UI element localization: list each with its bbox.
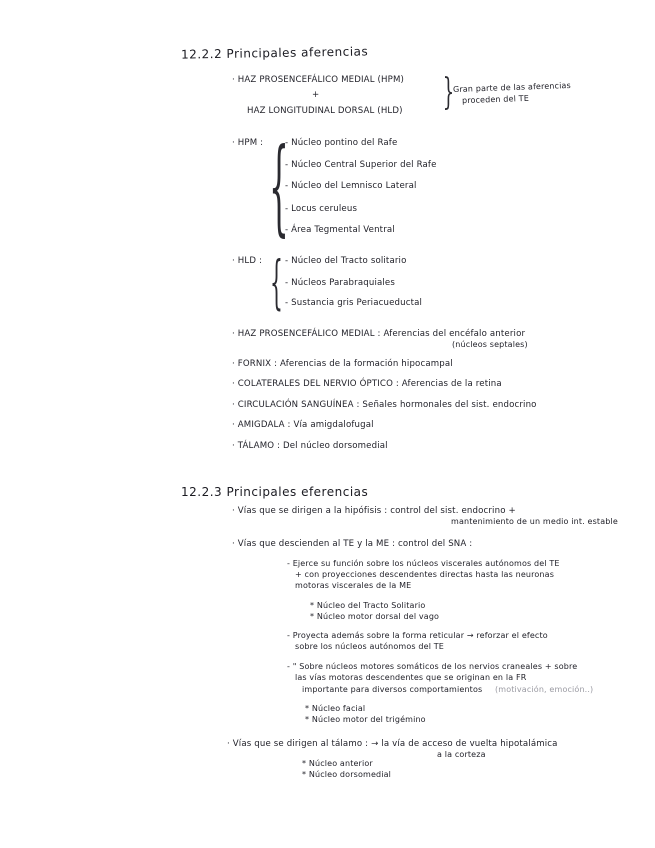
fornix-line: · FORNIX : Aferencias de la formación hipocampal <box>232 359 453 369</box>
section-title-eferencias: 12.2.3 Principales eferencias <box>181 485 369 499</box>
ejerce-line-2: + con proyecciones descendentes directas hasta las neuronas <box>295 570 555 579</box>
note-line-1: Gran parte de las aferencias <box>452 80 572 95</box>
hpm-item: - Núcleo pontino del Rafe <box>285 138 398 148</box>
talamo-aferencia-line: · TÁLAMO : Del núcleo dorsomedial <box>232 441 388 451</box>
left-brace-icon: { <box>269 125 289 247</box>
hld-full-line: HAZ LONGITUDINAL DORSAL (HLD) <box>247 106 403 116</box>
left-brace-icon: { <box>270 248 283 316</box>
hld-item: - Núcleo del Tracto solitario <box>285 256 407 266</box>
hld-item: - Sustancia gris Periacueductal <box>285 298 423 308</box>
section-title-aferencias: 12.2.2 Principales aferencias <box>180 44 369 62</box>
ejerce-line-1: - Ejerce su función sobre los núcleos viscerales autónomos del TE <box>287 559 560 568</box>
sobre-line-3: importante para diversos comportamientos <box>302 685 483 694</box>
hpm-item: - Locus ceruleus <box>285 204 358 214</box>
amigdala-line: · AMIGDALA : Vía amigdalofugal <box>232 420 374 430</box>
sub-item: * Núcleo facial <box>305 704 366 713</box>
hipofisis-line: · Vías que se dirigen a la hipófisis : control del sist. endocrino + <box>232 506 516 516</box>
sub-item: * Núcleo del Tracto Solitario <box>310 601 426 610</box>
hld-item: - Núcleos Parabraquiales <box>285 278 395 288</box>
sobre-line-2: las vías motoras descendentes que se originan en la FR <box>295 673 527 682</box>
hpm-item: - Núcleo Central Superior del Rafe <box>285 160 437 170</box>
right-brace-icon: } <box>442 72 455 113</box>
sub-item: * Núcleo motor del trigémino <box>305 715 426 724</box>
sobre-line-1: - " Sobre núcleos motores somáticos de los nervios craneales + sobre <box>287 662 578 671</box>
plus-sign: + <box>312 90 320 100</box>
hld-label: · HLD : <box>232 256 263 266</box>
talamo-eferencia-line: · Vías que se dirigen al tálamo : → la vía de acceso de vuelta hipotalámica <box>227 739 558 749</box>
hpm-label: · HPM : <box>232 138 264 148</box>
colaterales-line: · COLATERALES DEL NERVIO ÓPTICO : Aferencias de la retina <box>232 379 502 389</box>
proyecta-line-1: - Proyecta además sobre la forma reticular → reforzar el efecto <box>287 631 548 640</box>
circulacion-line: · CIRCULACIÓN SANGUÍNEA : Señales hormonales del sist. endocrino <box>232 400 537 410</box>
me-line: · Vías que descienden al TE y la ME : control del SNA : <box>232 539 473 549</box>
proyecta-line-2: sobre los núcleos autónomos del TE <box>295 642 445 651</box>
note-line-2: proceden del TE <box>461 93 530 106</box>
sub-item: * Núcleo anterior <box>302 759 373 768</box>
hipofisis-line-2: mantenimiento de un medio int. estable <box>451 517 618 526</box>
haz-aferencias-line: · HAZ PROSENCEFÁLICO MEDIAL : Aferencias del encéfalo anterior <box>232 329 526 339</box>
haz-aferencias-sub: (núcleos septales) <box>452 340 528 349</box>
hpm-full-line: · HAZ PROSENCEFÁLICO MEDIAL (HPM) <box>232 75 405 85</box>
ejerce-line-3: motoras viscerales de la ME <box>295 581 412 590</box>
sub-item: * Núcleo dorsomedial <box>302 770 392 779</box>
sobre-line-3-note: (motivación, emoción..) <box>495 685 594 694</box>
hpm-item: - Área Tegmental Ventral <box>285 225 395 235</box>
hpm-item: - Núcleo del Lemnisco Lateral <box>285 181 417 191</box>
sub-item: * Núcleo motor dorsal del vago <box>310 612 440 621</box>
talamo-eferencia-line-2: a la corteza <box>437 750 486 759</box>
